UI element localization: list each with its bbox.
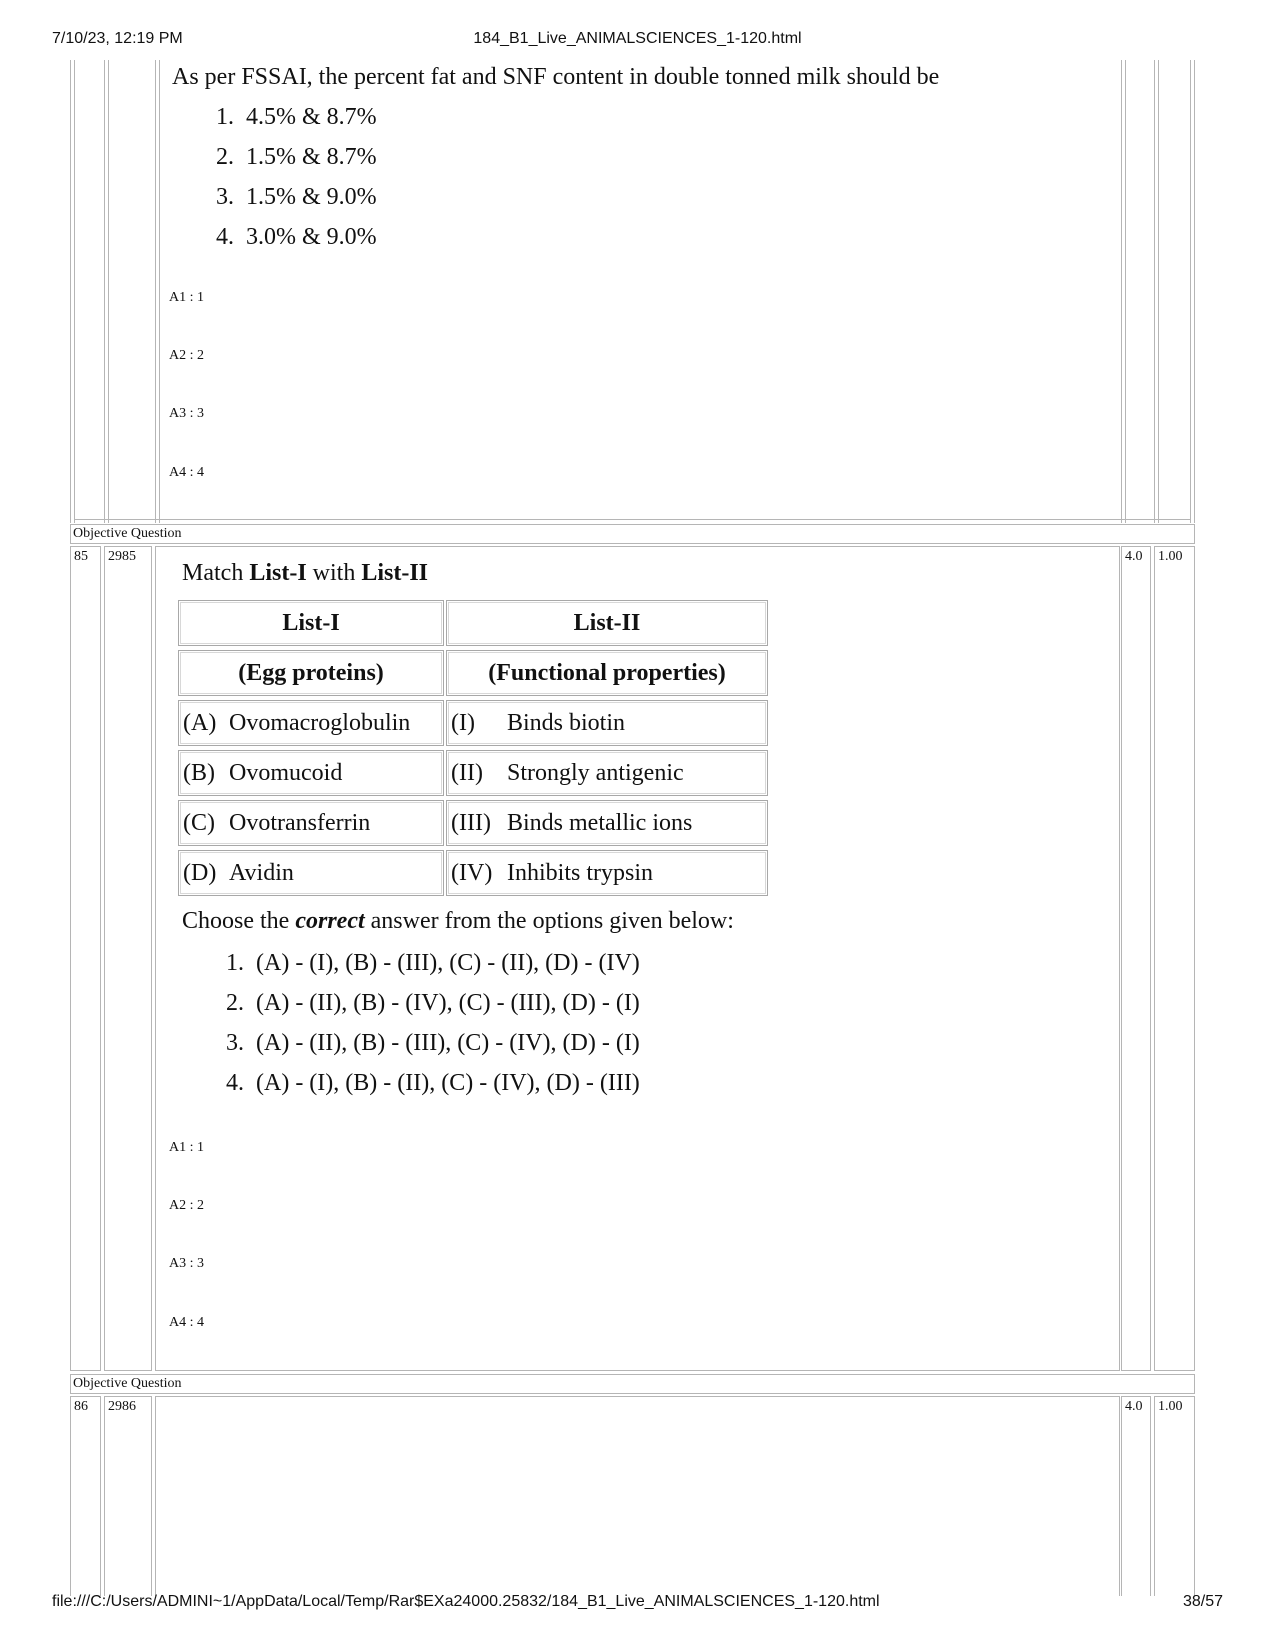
table-cell [446,850,768,896]
q84-option-1 [200,104,377,131]
option-text: 1.5% & 8.7% [246,144,377,170]
row-code: (A) [183,710,217,736]
row-text: Inhibits trypsin [507,860,654,886]
q85-answer-1: A1 : 1 [169,1140,204,1155]
print-file-path: file:///C:/Users/ADMINI~1/AppData/Local/Temp/Rar$EXa24000.25832/184_B1_Live_ANIMALSCIENCES_1-120.html [52,1593,880,1610]
q84-option-3 [200,184,377,211]
q86-negative-marks: 1.00 [1158,1399,1183,1414]
q85-question-id: 2985 [108,549,136,564]
option-number: 4. [226,1070,244,1096]
row-code: (III) [451,810,491,836]
table-header-row [178,600,770,650]
table-row [178,700,770,750]
option-number: 1. [216,104,234,130]
match-table [178,600,770,900]
row-text: Ovomucoid [229,760,343,786]
option-number: 2. [216,144,234,170]
print-footer [0,1593,1275,1615]
q85-option-1 [210,950,640,977]
row-text: Strongly antigenic [507,760,684,786]
q84-stem: As per FSSAI, the percent fat and SNF content in double tonned milk should be [172,64,940,90]
q85-marks: 4.0 [1125,549,1143,564]
row-text: Ovotransferrin [229,810,371,836]
q84-answer-1: A1 : 1 [169,290,204,305]
q85-option-4 [210,1070,640,1097]
option-text: 4.5% & 8.7% [246,104,377,130]
table-cell [446,700,768,746]
q85-type-cell [70,524,1195,544]
q86-marks: 4.0 [1125,1399,1143,1414]
q85-type-label: Objective Question [73,526,182,541]
print-header [0,30,1275,52]
stem-with: with [306,560,362,586]
table-subheader-list2: (Functional properties) [446,650,768,696]
q85-option-3 [210,1030,640,1057]
table-subheader-list1: (Egg proteins) [178,650,444,696]
table-cell [178,700,444,746]
q84-answer-3: A3 : 3 [169,406,204,421]
instruction-emphasis: correct [295,908,365,934]
q85-stem [182,560,428,587]
print-page-number: 38/57 [1182,1593,1223,1610]
row-text: Binds biotin [507,710,626,736]
instruction-suffix: answer from the options given below: [364,908,734,934]
stem-prefix: Match [182,560,250,586]
option-number: 4. [216,224,234,250]
print-datetime: 7/10/23, 12:19 PM [52,30,183,47]
q84-option-4 [200,224,377,251]
table-subheader-row [178,650,770,700]
row-text: Avidin [229,860,294,886]
option-text: (A) - (II), (B) - (III), (C) - (IV), (D) - (I) [256,1030,640,1056]
option-number: 3. [216,184,234,210]
q86-type-cell [70,1374,1195,1394]
table-cell [178,850,444,896]
table-header-list1: List-I [178,600,444,646]
row-code: (B) [183,760,215,786]
table-cell [178,750,444,796]
instruction-prefix: Choose the [182,908,296,934]
option-number: 2. [226,990,244,1016]
q84-answer-2: A2 : 2 [169,348,204,363]
table-row [178,800,770,850]
q85-answer-2: A2 : 2 [169,1198,204,1213]
option-text: (A) - (II), (B) - (IV), (C) - (III), (D) - (I) [256,990,640,1016]
option-text: 3.0% & 9.0% [246,224,377,250]
q84-answer-4: A4 : 4 [169,465,204,480]
q85-answer-4: A4 : 4 [169,1315,204,1330]
table-cell [446,800,768,846]
row-code: (II) [451,760,483,786]
row-code: (IV) [451,860,493,886]
table-cell [178,800,444,846]
q85-sno: 85 [74,549,88,564]
option-number: 1. [226,950,244,976]
row-code: (I) [451,710,475,736]
table-header-list2: List-II [446,600,768,646]
row-text: Ovomacroglobulin [229,710,411,736]
option-number: 3. [226,1030,244,1056]
q85-negative-marks: 1.00 [1158,549,1183,564]
q86-type-label: Objective Question [73,1376,182,1391]
table-cell [446,750,768,796]
q86-sno: 86 [74,1399,88,1414]
table-row [178,850,770,900]
q85-answer-3: A3 : 3 [169,1256,204,1271]
q84-option-2 [200,144,377,171]
option-text: (A) - (I), (B) - (III), (C) - (II), (D) - (IV) [256,950,640,976]
q85-option-2 [210,990,640,1017]
print-doc-title: 184_B1_Live_ANIMALSCIENCES_1-120.html [473,30,802,47]
stem-list2: List-II [361,560,429,586]
option-text: (A) - (I), (B) - (II), (C) - (IV), (D) - (III) [256,1070,640,1096]
option-text: 1.5% & 9.0% [246,184,377,210]
q85-instruction [182,908,734,935]
row-code: (D) [183,860,217,886]
stem-list1: List-I [249,560,307,586]
table-row [178,750,770,800]
row-code: (C) [183,810,215,836]
row-text: Binds metallic ions [507,810,693,836]
q86-question-id: 2986 [108,1399,136,1414]
